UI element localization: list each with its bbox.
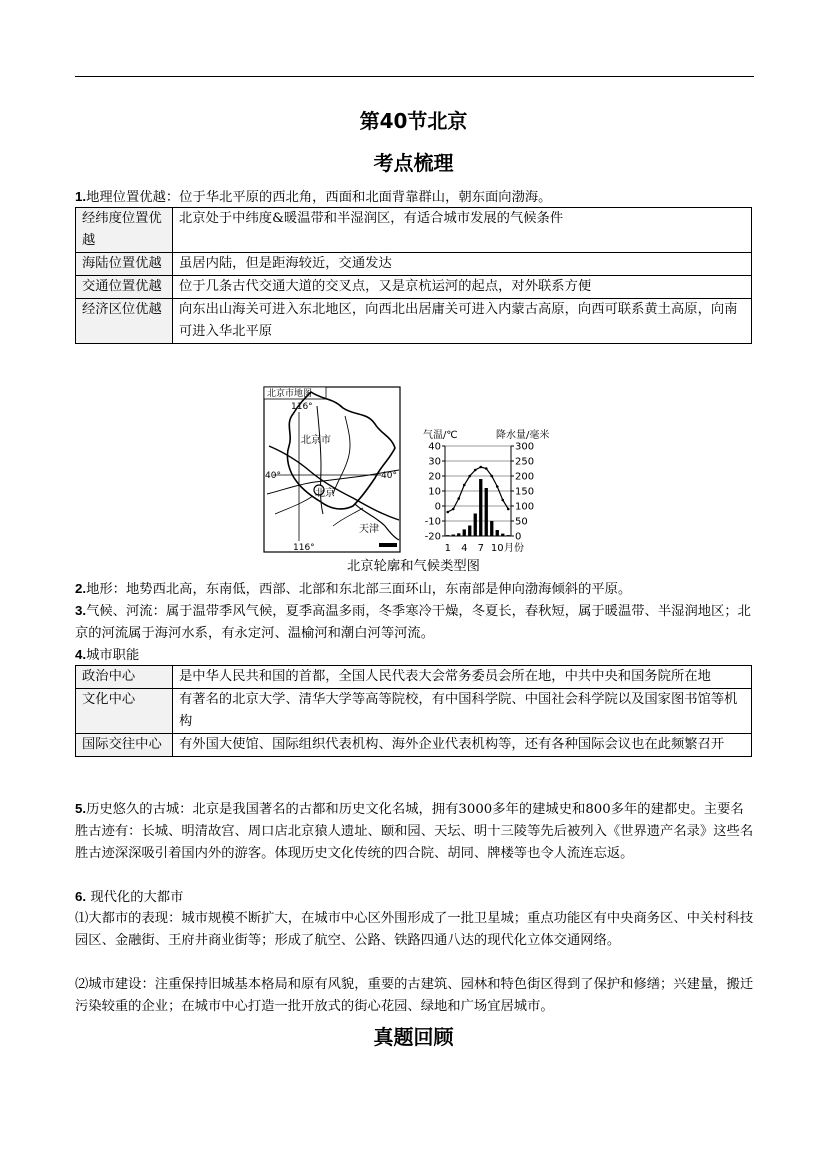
point-text: 历史悠久的古城：北京是我国著名的古都和历史文化名城，拥有3000多年的建城史和800多年的建都史。主要名胜古迹有：长城、明清故宫、周口店北京猿人遗址、颐和园、天坛、明十三陵等先后被列入《世界遗产名录》这些名胜古迹深深吸引着国内外的游客。体现历史文化传统的四合院、胡同、牌楼等也令人流连忘返。 [75, 802, 754, 861]
point-number: 1. [75, 189, 87, 204]
point-text: 地理位置优越：位于华北平原的西北角，西面和北面背靠群山，朝东面向渤海。 [86, 190, 552, 205]
precipitation-bar [501, 534, 504, 536]
row-key: 政治中心 [76, 666, 173, 689]
row-value: 向东出山海关可进入东北地区，向西北出居庸关可进入内蒙古高原，向西可联系黄土高原，向南可进入华北平原 [173, 299, 752, 344]
row-key: 经济区位优越 [76, 299, 173, 344]
temperature-point [457, 497, 460, 500]
precipitation-bar [457, 533, 460, 536]
precipitation-tick-label: 300 [515, 441, 535, 453]
precipitation-bar [452, 535, 455, 537]
city-function-table [75, 665, 752, 757]
figure-caption: 北京轮廓和气候类型图 [347, 559, 480, 574]
table-row [76, 208, 752, 253]
row-value: 位于几条古代交通大道的交叉点，又是京杭运河的起点，对外联系方便 [173, 276, 752, 299]
row-value: 有著名的北京大学、清华大学等高等院校，有中国科学院、中国社会科学院以及国家图书馆等机构 [173, 689, 752, 734]
precipitation-bar [490, 521, 493, 536]
precipitation-bar [507, 535, 510, 536]
x-axis-label: 月份 [504, 543, 524, 554]
precipitation-tick-label: 100 [515, 501, 535, 513]
temperature-point [490, 475, 493, 478]
point-3 [75, 600, 755, 645]
map-longitude-top: 116° [291, 402, 313, 412]
map-and-climate-figure [263, 386, 603, 556]
point-2 [75, 578, 755, 601]
row-value: 北京处于中纬度&暖温带和半湿润区，有适合城市发展的气候条件 [173, 208, 752, 253]
row-key: 文化中心 [76, 689, 173, 734]
temperature-point [507, 508, 510, 511]
temperature-point [485, 467, 488, 470]
table-row [76, 276, 752, 299]
climate-chart [423, 428, 549, 554]
point-5 [75, 798, 755, 865]
temperature-tick-label: -20 [424, 531, 441, 543]
temperature-point [468, 475, 471, 478]
chart-gridlines [445, 446, 511, 536]
temperature-tick-label: 40 [428, 441, 441, 453]
temperature-tick-label: 10 [428, 486, 441, 498]
table-row [76, 253, 752, 276]
row-key: 海陆位置优越 [76, 253, 173, 276]
temperature-tick-label: -10 [424, 516, 441, 528]
precipitation-tick-label: 250 [515, 456, 535, 468]
beijing-map [264, 387, 400, 553]
row-value: 虽居内陆，但是距海较近，交通发达 [173, 253, 752, 276]
precipitation-bars [446, 479, 510, 536]
precipitation-bar [468, 526, 471, 537]
precipitation-tick-label: 150 [515, 486, 535, 498]
temperature-point [452, 508, 455, 511]
scale-bar [379, 543, 397, 547]
temperature-point [496, 485, 499, 488]
month-tick-label: 10 [490, 543, 504, 554]
point-number: 6. [75, 889, 87, 904]
map-latitude-left: 40° [265, 471, 281, 481]
point-text: 城市职能 [86, 648, 140, 663]
month-tick-label: 1 [444, 543, 451, 554]
point-6 [75, 886, 755, 909]
precipitation-bar [463, 529, 466, 536]
precipitation-tick-label: 200 [515, 471, 535, 483]
map-latitude-right: 40° [381, 471, 397, 481]
table-row [76, 666, 752, 689]
precipitation-tick-label: 50 [515, 516, 528, 528]
beijing-figure [263, 386, 603, 556]
precipitation-bar [485, 488, 488, 536]
temperature-tick-label: 0 [434, 501, 441, 513]
point-6-sub-1: ⑴大都市的表现：城市规模不断扩大，在城市中心区外围形成了一批卫星城；重点功能区有中央商务区、中关村科技园区、金融街、王府井商业街等；形成了航空、公路、铁路四通八达的现代化立体交通网络。 [75, 911, 754, 948]
temperature-point [479, 466, 482, 469]
temperature-point [463, 484, 466, 487]
point-number: 5. [75, 801, 87, 816]
month-ticks [445, 543, 504, 554]
point-number: 4. [75, 647, 87, 662]
temperature-point [474, 469, 477, 472]
row-value: 有外国大使馆、国际组织代表机构、海外企业代表机构等，还有各种国际会议也在此频繁召开 [173, 734, 752, 757]
precipitation-bar [474, 514, 477, 537]
table-row [76, 734, 752, 757]
point-4 [75, 644, 755, 667]
point-number: 3. [75, 603, 87, 618]
point-1 [75, 186, 755, 209]
section-heading-review: 考点梳理 [373, 151, 454, 175]
table-row [76, 689, 752, 734]
month-tick-label: 7 [477, 543, 484, 554]
point-text: 现代化的大都市 [86, 890, 184, 905]
temperature-point [501, 499, 504, 502]
map-label-tianjin: 天津 [359, 524, 379, 535]
precipitation-tick-label: 0 [515, 531, 522, 543]
precipitation-bar [479, 479, 482, 536]
temperature-point [446, 511, 449, 514]
page-title: 第40节北京 [359, 109, 468, 133]
point-text: 气候、河流：属于温带季风气候，夏季高温多雨，冬季寒冷干燥，冬夏长，春秋短，属于暖温带、半湿润地区；北京的河流属于海河水系，有永定河、温榆河和潮白河等河流。 [75, 604, 751, 641]
row-key: 国际交往中心 [76, 734, 173, 757]
section-heading-past-exams: 真题回顾 [373, 1025, 454, 1049]
row-key: 交通位置优越 [76, 276, 173, 299]
location-advantage-table [75, 207, 752, 344]
map-label-beijing-municipality: 北京市 [301, 435, 331, 446]
temperature-curve [448, 467, 509, 512]
table-row [76, 299, 752, 344]
precipitation-bar [496, 530, 499, 536]
header-rule [75, 76, 754, 77]
precipitation-bar [446, 535, 449, 536]
point-6-sub-2: ⑵城市建设：注重保持旧城基本格局和原有风貌，重要的古建筑、园林和特色街区得到了保护和修缮；兴建量，搬迁污染较重的企业；在城市中心打造一批开放式的街心花园、绿地和广场宜居城市。 [75, 977, 754, 1014]
temperature-axis-ticks [425, 442, 445, 543]
temperature-tick-label: 20 [428, 471, 441, 483]
month-tick-label: 4 [461, 543, 468, 554]
map-title: 北京市地图 [267, 389, 313, 399]
row-value: 是中华人民共和国的首都，全国人民代表大会常务委员会所在地，中共中央和国务院所在地 [173, 666, 752, 689]
map-longitude-bottom: 116° [293, 543, 315, 553]
precipitation-axis-ticks [511, 442, 534, 543]
chart-title-precipitation: 降水量/毫米 [496, 430, 550, 441]
temperature-tick-label: 30 [428, 456, 441, 468]
chart-title-temperature: 气温/℃ [423, 430, 458, 441]
row-key: 经纬度位置优越 [76, 208, 173, 253]
point-number: 2. [75, 581, 87, 596]
map-label-beijing: 北京 [315, 488, 335, 499]
point-text: 地形：地势西北高，东南低，西部、北部和东北部三面环山，东南部是伸向渤海倾斜的平原。 [86, 582, 632, 597]
